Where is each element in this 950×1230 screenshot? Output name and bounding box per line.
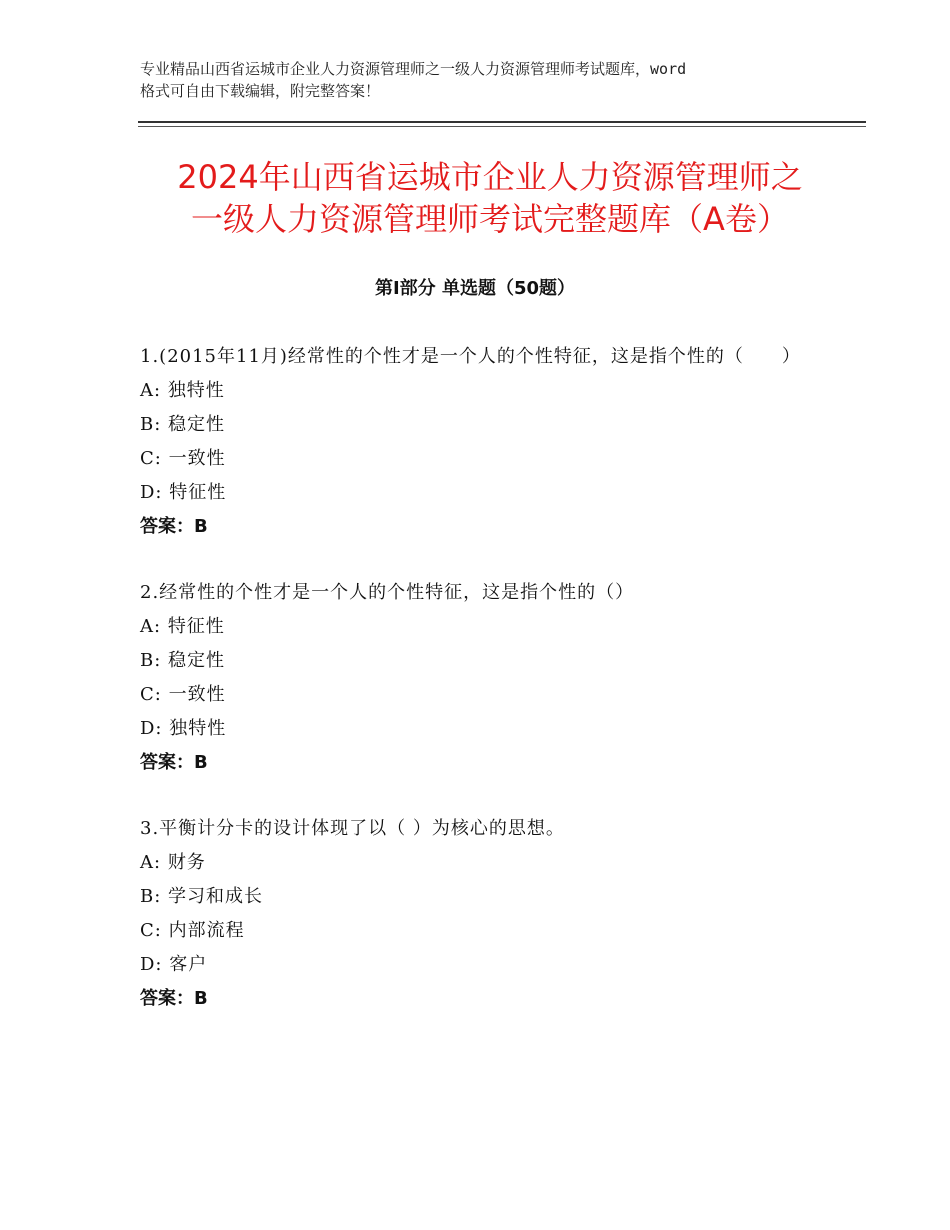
header-note — [140, 58, 840, 102]
option-label: D: — [140, 482, 163, 503]
option-a — [140, 846, 830, 880]
option-text: 一致性 — [168, 684, 226, 705]
option-label: A: — [140, 852, 162, 873]
option-label: B: — [140, 650, 162, 671]
option-d — [140, 712, 830, 746]
option-c — [140, 914, 830, 948]
question-stem: 1.(2015年11月)经常性的个性才是一个人的个性特征，这是指个性的（ ） — [140, 346, 801, 367]
header-divider-thick — [138, 121, 866, 123]
option-text: 特征性 — [167, 616, 225, 637]
option-b — [140, 644, 830, 678]
option-label: D: — [140, 718, 163, 739]
option-label: A: — [140, 380, 162, 401]
option-b — [140, 880, 830, 914]
header-note-line-2: 格式可自由下载编辑，附完整答案！ — [140, 82, 381, 100]
option-a — [140, 610, 830, 644]
option-c — [140, 678, 830, 712]
option-text: 学习和成长 — [168, 886, 264, 907]
document-title-line-2: 一级人力资源管理师考试完整题库（A卷） — [191, 200, 789, 238]
answer: 答案：B — [140, 752, 208, 773]
option-a — [140, 374, 830, 408]
question-list — [140, 340, 830, 1048]
option-label: C: — [140, 448, 162, 469]
option-label: D: — [140, 954, 163, 975]
option-text: 独特性 — [169, 718, 227, 739]
question-stem: 3.平衡计分卡的设计体现了以（ ）为核心的思想。 — [140, 818, 565, 839]
option-d — [140, 948, 830, 982]
answer: 答案：B — [140, 988, 208, 1009]
option-b — [140, 408, 830, 442]
option-text: 独特性 — [167, 380, 225, 401]
option-text: 特征性 — [169, 482, 227, 503]
option-label: B: — [140, 886, 162, 907]
option-d — [140, 476, 830, 510]
section-heading: 第Ⅰ部分 单选题（50题） — [374, 278, 575, 299]
question-stem: 2.经常性的个性才是一个人的个性特征，这是指个性的（） — [140, 582, 635, 603]
document-title-line-1: 2024年山西省运城市企业人力资源管理师之 — [177, 158, 803, 196]
option-text: 客户 — [169, 954, 208, 975]
option-text: 稳定性 — [168, 414, 226, 435]
option-c — [140, 442, 830, 476]
option-text: 一致性 — [168, 448, 226, 469]
header-divider-thin — [138, 126, 866, 127]
answer: 答案：B — [140, 516, 208, 537]
option-text: 财务 — [167, 852, 206, 873]
option-text: 内部流程 — [168, 920, 245, 941]
question-1 — [140, 340, 830, 544]
option-label: B: — [140, 414, 162, 435]
option-text: 稳定性 — [168, 650, 226, 671]
option-label: C: — [140, 920, 162, 941]
question-3 — [140, 812, 830, 1016]
option-label: A: — [140, 616, 162, 637]
header-note-line-1: 专业精品山西省运城市企业人力资源管理师之一级人力资源管理师考试题库，word — [140, 60, 687, 78]
option-label: C: — [140, 684, 162, 705]
question-2 — [140, 576, 830, 780]
document-title — [140, 156, 840, 240]
